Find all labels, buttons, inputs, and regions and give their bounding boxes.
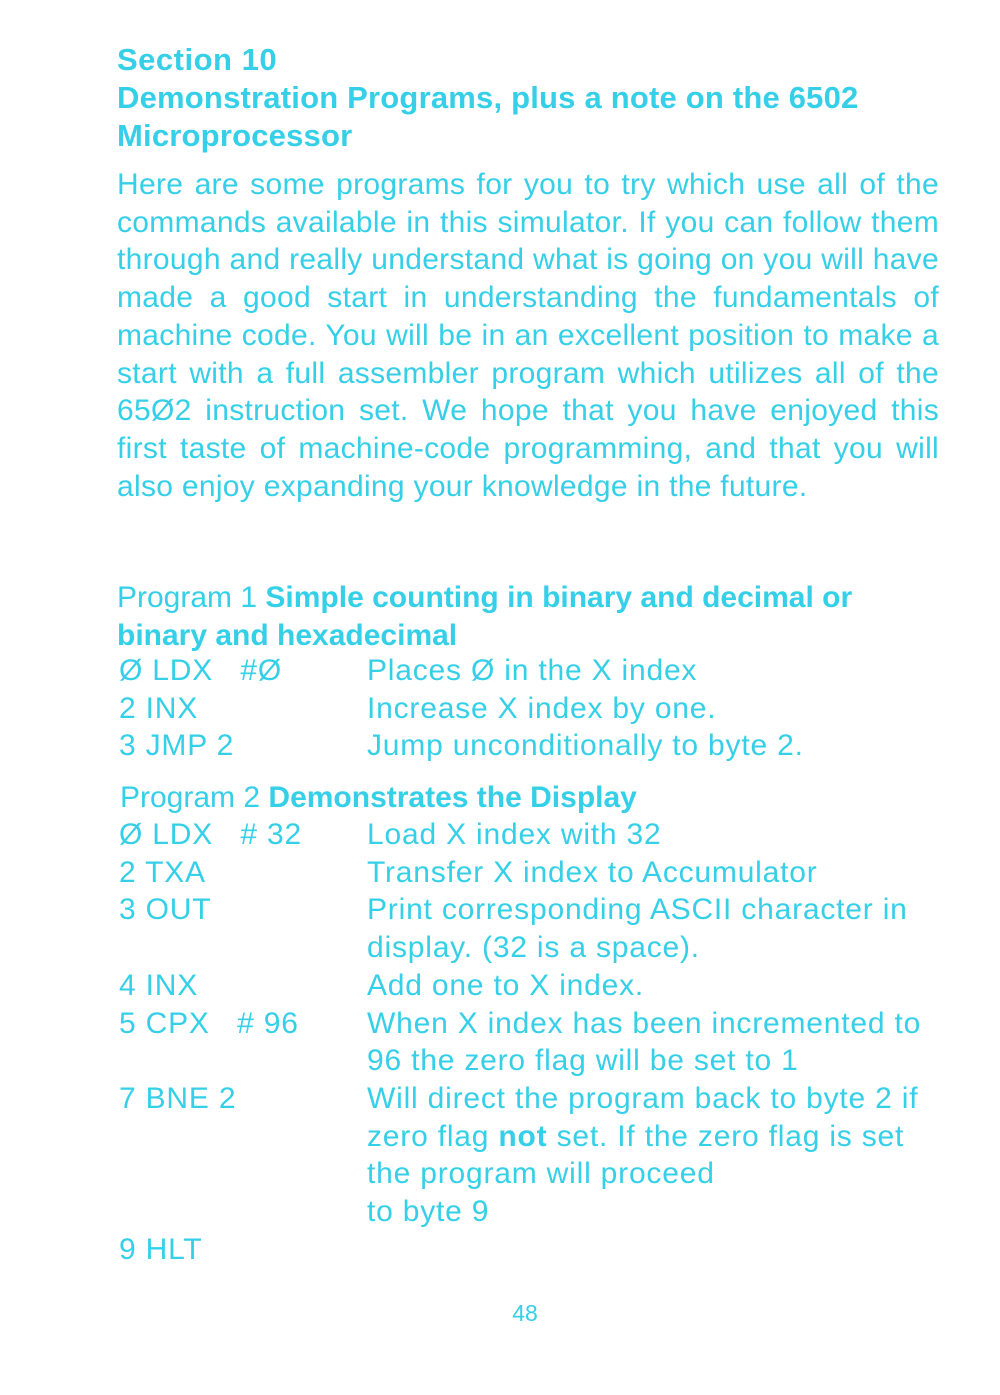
listing-line (119, 652, 949, 690)
program-2-description: Demonstrates the Display (268, 781, 637, 814)
program-1-label: Program 1 (117, 581, 258, 614)
program-2-label: Program 2 (120, 781, 261, 814)
comment-cell (367, 1080, 942, 1231)
code-cell: 3 OUT (119, 893, 212, 927)
code-cell: 7 BNE 2 (119, 1081, 237, 1115)
listing-line (119, 1080, 949, 1231)
listing-line (119, 727, 949, 765)
code-cell: Ø LDX #Ø (119, 654, 283, 687)
code-cell: 5 CPX # 96 (119, 1006, 299, 1040)
listing-line (119, 1005, 949, 1080)
listing-line (119, 690, 949, 728)
program-2-heading (120, 779, 950, 817)
comment-text: to byte 9 (367, 1195, 490, 1229)
section-label: Section 10 (117, 42, 278, 77)
code-cell: 9 HLT (119, 1232, 203, 1266)
comment-cell: Load X index with 32 (367, 818, 662, 851)
code-cell: 3 JMP 2 (119, 729, 235, 763)
comment-cell: Jump unconditionally to byte 2. (367, 729, 804, 763)
comment-text: set. If the zero flag is set the program will proceed (367, 1119, 905, 1191)
comment-cell: Transfer X index to Accumulator (367, 855, 818, 889)
listing-line (119, 891, 949, 966)
emphasis-not: not (498, 1119, 548, 1153)
page-number: 48 (512, 1300, 538, 1326)
code-cell: 2 TXA (119, 855, 206, 889)
comment-cell: Places Ø in the X index (367, 654, 698, 687)
code-cell: 2 INX (119, 691, 199, 725)
program-1-listing (119, 652, 949, 765)
program-1-heading (117, 579, 947, 655)
comment-text: Will direct the program back to byte 2 if zero flag (367, 1081, 919, 1153)
comment-cell: Increase X index by one. (367, 691, 717, 725)
listing-line (119, 854, 949, 892)
listing-line (119, 816, 949, 854)
comment-cell: Print corresponding ASCII character in display. (32 is a space). (367, 893, 908, 965)
program-2-listing (119, 816, 949, 1268)
intro-paragraph: Here are some programs for you to try which use all of the commands available in this simulator. If you can follow them through and really understand what is going on you will have made a good start in understanding the fundamentals of machine code. You will be in an excellent position to make a start with a full assembler program which utilizes all of the 65Ø2 instruction set. We hope that you have enjoyed this first taste of machine-code programming, and that you will also enjoy expanding your knowledge in the future. (117, 168, 939, 503)
listing-line (119, 967, 949, 1005)
comment-cell: When X index has been incremented to 96 the zero flag will be set to 1 (367, 1006, 922, 1078)
code-cell: 4 INX (119, 968, 199, 1002)
page-title: Demonstration Programs, plus a note on the 6502 Microprocessor (117, 80, 859, 153)
code-cell: Ø LDX # 32 (119, 818, 303, 851)
listing-line (119, 1231, 949, 1269)
comment-cell: Add one to X index. (367, 968, 645, 1002)
program-1-description: Simple counting in binary and decimal or binary and hexadecimal (117, 581, 853, 652)
